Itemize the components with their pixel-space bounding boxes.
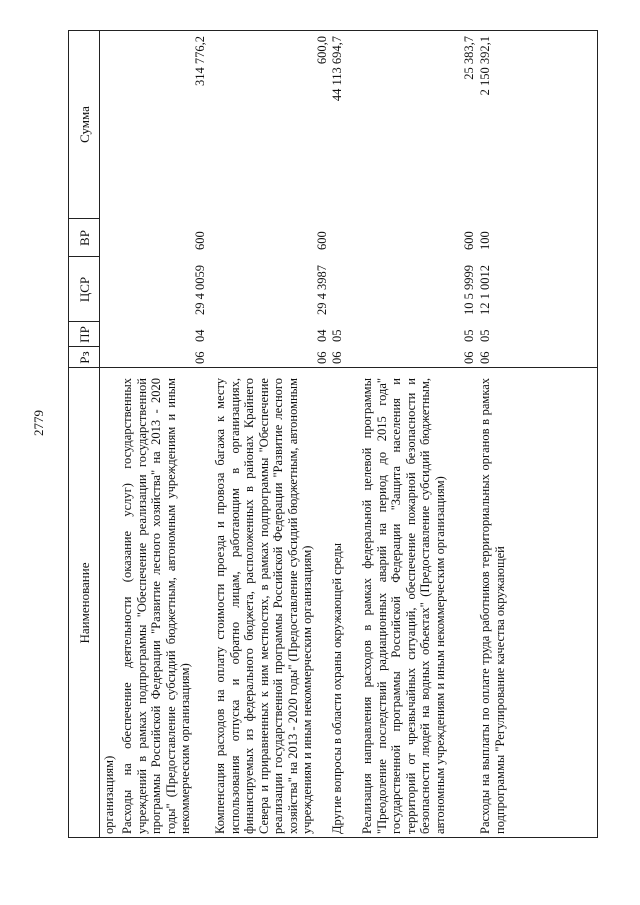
col-divider-name [68, 367, 598, 368]
row-sum: 25 383,7 [462, 36, 476, 80]
row-pr: 04 [193, 329, 207, 342]
row-sum: 600,0 [315, 36, 329, 65]
header-sum: Сумма [77, 106, 92, 143]
row-pr: 04 [315, 329, 329, 342]
row-name: Расходы на выплаты по оплате труда работников территориальных органов в рамках подпрограммы "Регулирование качества окружающей [478, 378, 507, 834]
row-vr: 600 [462, 231, 476, 250]
row-pr: 05 [462, 329, 476, 342]
row-sum: 2 150 392,1 [478, 36, 492, 96]
row-vr: 600 [315, 231, 329, 250]
col-divider-vr [68, 218, 100, 219]
table-header [68, 30, 100, 838]
header-pr: ПР [77, 326, 92, 343]
header-name: Наименование [77, 562, 92, 644]
row-csr: 29 4 0059 [193, 265, 207, 315]
header-rz: Рз [77, 351, 92, 364]
col-divider-csr [68, 256, 100, 257]
row-sum: 314 776,2 [193, 36, 207, 86]
page-number: 2779 [31, 410, 46, 436]
row-name: Расходы на обеспечение деятельности (оказание услуг) государственных учреждений в рамках подпрограммы "Обеспечение реализации государственной программы Российской Федерации "Развитие лесного хозяйства" на 2013 - 2020 годы" (Предоставление субсидий бюджетным, автономным учреждениям и иным некоммерческим организациям) [120, 378, 192, 834]
row-name: Компенсация расходов на оплату стоимости проезда и провоза багажа к месту использования отпуска и обратно лицам, работающим в организациях, финансируемых из федерального бюджета, расположенных в районах Крайнего Севера и приравненных к ним местностях, в рамках подпрограммы "Обеспечение реализации государственной программы Российской Федерации "Развитие лесного хозяйства" на 2013 - 2020 годы" (Предоставление субсидий бюджетным, автономным учреждениям и иным некоммерческим организациям) [213, 378, 314, 834]
row-name: Другие вопросы в области охраны окружающей среды [330, 542, 344, 834]
row-pr: 05 [330, 329, 344, 342]
row-rz: 06 [462, 351, 476, 364]
row-rz: 06 [478, 351, 492, 364]
row-name: Реализация направления расходов в рамках федеральной целевой программы "Преодоление последствий радиационных аварий на период до 2015 года" государственной программы Российской Федерации "Защита населения и территорий от чрезвычайных ситуаций, обеспечение пожарной безопасности и безопасности людей на водных объектах" (Предоставление субсидий бюджетным, автономным учреждениям и иным некоммерческим организациям) [360, 378, 447, 834]
budget-table [68, 30, 598, 838]
row-csr: 29 4 3987 [315, 265, 329, 315]
row-rz: 06 [315, 351, 329, 364]
row-csr: 10 5 9999 [462, 265, 476, 315]
row-vr: 100 [478, 231, 492, 250]
col-divider-rz [68, 346, 100, 347]
row-rz: 06 [193, 351, 207, 364]
header-vr: ВР [77, 230, 92, 246]
header-csr: ЦСР [77, 276, 92, 303]
col-divider-pr [68, 321, 100, 322]
row-vr: 600 [193, 231, 207, 250]
row-rz: 06 [330, 351, 344, 364]
row-name: организациям) [102, 755, 116, 834]
row-csr: 12 1 0012 [478, 265, 492, 315]
row-pr: 05 [478, 329, 492, 342]
row-sum: 44 113 694,7 [330, 36, 344, 102]
